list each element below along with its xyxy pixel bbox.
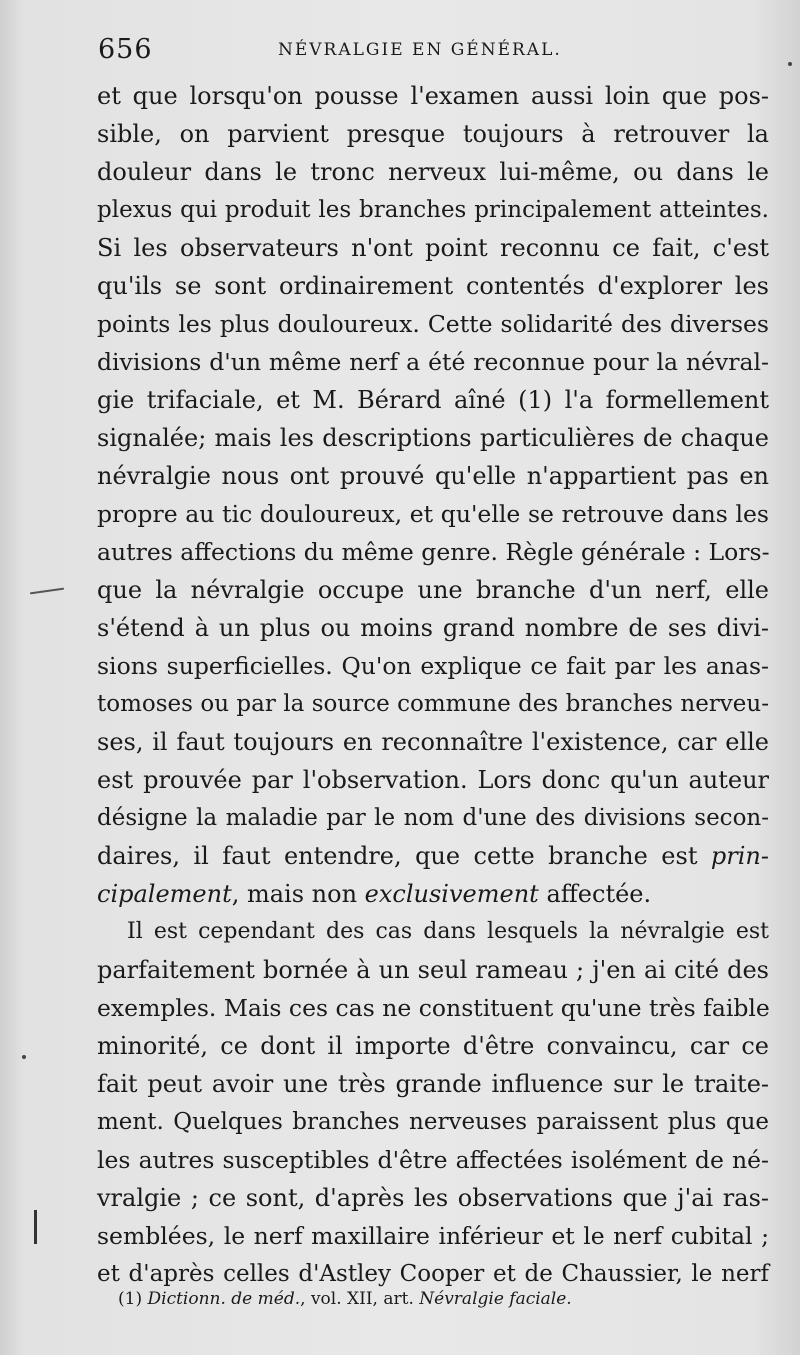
- margin-pencil-mark: [30, 588, 64, 595]
- body-text: [97, 77, 769, 1293]
- stray-ink-dot: [788, 62, 792, 66]
- running-title: NÉVRALGIE EN GÉNÉRAL.: [278, 40, 562, 60]
- text-line: tomoses ou par la source commune des branches nerveu-: [97, 691, 769, 717]
- margin-ink-mark: [34, 1210, 37, 1244]
- text-line: signalée; mais les descriptions particulières de chaque: [97, 424, 769, 452]
- text-line: sible, on parvient presque toujours à retrouver la: [97, 120, 769, 148]
- text-line: et que lorsqu'on pousse l'examen aussi loin que pos-: [97, 82, 769, 110]
- text-line: vralgie ; ce sont, d'après les observations que j'ai ras-: [97, 1184, 769, 1212]
- text-line: sions superficielles. Qu'on explique ce fait par les anas-: [97, 652, 769, 680]
- footnote: [118, 1289, 572, 1309]
- text-line: propre au tic douloureux, et qu'elle se retrouve dans les: [97, 500, 769, 528]
- text-line: parfaitement bornée à un seul rameau ; j'en ai cité des: [97, 956, 769, 984]
- text-line-paragraph-start: Il est cependant des cas dans lesquels la névralgie est: [127, 919, 769, 944]
- footnote-separator: ,: [300, 1289, 311, 1309]
- stray-ink-dot: [22, 1055, 26, 1059]
- italic-text: prin-: [710, 842, 769, 870]
- text-line: névralgie nous ont prouvé qu'elle n'appartient pas en: [97, 462, 769, 490]
- text-line: fait peut avoir une très grande influence sur le traite-: [97, 1070, 769, 1098]
- text-line: points les plus douloureux. Cette solidarité des diverses: [97, 310, 769, 338]
- italic-text: exclusivement: [364, 880, 539, 908]
- text-line: divisions d'un même nerf a été reconnue pour la névral-: [97, 348, 769, 376]
- footnote-volume: vol. XII, art.: [310, 1289, 414, 1309]
- text-line: autres affections du même genre. Règle générale : Lors-: [97, 538, 770, 566]
- footnote-work: Dictionn. de méd.: [147, 1289, 301, 1309]
- text-line-paragraph-end: cipalement, mais non exclusivement affectée.: [97, 880, 652, 908]
- text-line: daires, il faut entendre, que cette branche est prin-: [97, 842, 769, 870]
- text-line: qu'ils se sont ordinairement contentés d'explorer les: [97, 272, 769, 300]
- text-line: est prouvée par l'observation. Lors donc qu'un auteur: [97, 766, 769, 794]
- text-line: s'étend à un plus ou moins grand nombre de ses divi-: [97, 614, 769, 642]
- text-line: et d'après celles d'Astley Cooper et de Chaussier, le nerf: [97, 1261, 769, 1287]
- text-line: semblées, le nerf maxillaire inférieur et le nerf cubital ;: [97, 1222, 769, 1250]
- footnote-article: Névralgie faciale.: [419, 1289, 572, 1309]
- text-line: exemples. Mais ces cas ne constituent qu'une très faible: [97, 994, 770, 1022]
- text-line: gie trifaciale, et M. Bérard aîné (1) l'a formellement: [97, 386, 769, 414]
- text-line: les autres susceptibles d'être affectées isolément de né-: [97, 1146, 769, 1174]
- text-line: désigne la maladie par le nom d'une des divisions secon-: [97, 805, 769, 831]
- text-line: ses, il faut toujours en reconnaître l'existence, car elle: [97, 728, 769, 756]
- text-line: douleur dans le tronc nerveux lui-même, ou dans le: [97, 158, 769, 186]
- text-line: plexus qui produit les branches principalement atteintes.: [97, 197, 769, 223]
- page-number: 656: [98, 34, 153, 65]
- text-line: Si les observateurs n'ont point reconnu ce fait, c'est: [97, 234, 769, 262]
- text-line: minorité, ce dont il importe d'être convaincu, car ce: [97, 1032, 769, 1060]
- italic-text: cipalement: [97, 880, 232, 908]
- footnote-marker: (1): [118, 1289, 143, 1309]
- text-line: ment. Quelques branches nerveuses paraissent plus que: [97, 1109, 769, 1135]
- text-line: que la névralgie occupe une branche d'un nerf, elle: [97, 576, 769, 604]
